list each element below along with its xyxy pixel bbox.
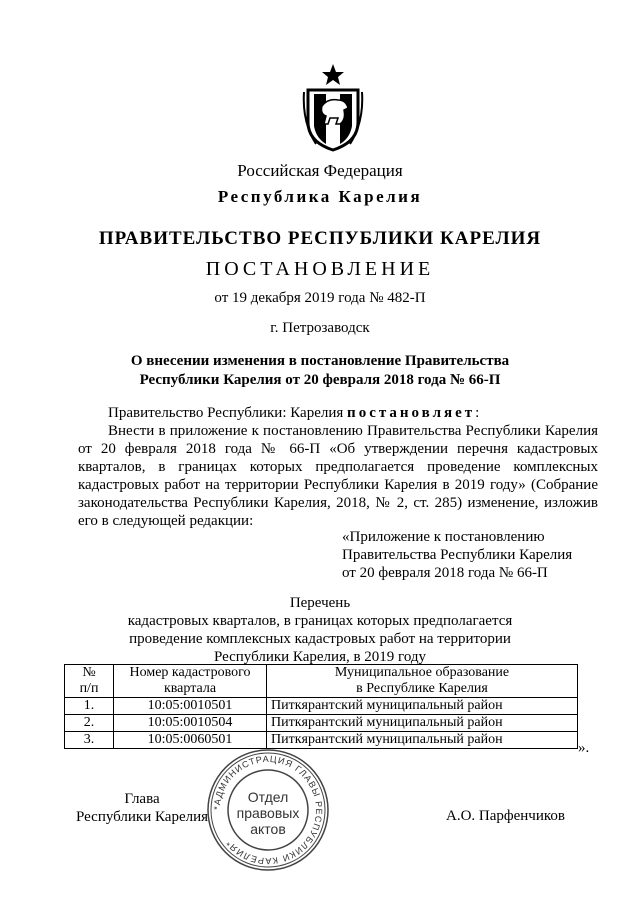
country-name: Российская Федерация [237,161,403,180]
coat-of-arms-icon [302,62,364,152]
list-title [0,594,640,666]
header-number [65,665,114,698]
list-title-line-4: Республики Карелия, в 2019 году [213,649,427,665]
table-header-row [65,665,578,698]
row-municipality: Питкярантский муниципальный район [267,698,578,715]
department-stamp-icon [206,748,330,872]
preamble-suffix: : [475,405,480,421]
header-municipality [267,665,578,698]
row-cadastral: 10:05:0010501 [114,698,267,715]
signatory-title [76,790,208,826]
table-row [65,698,578,715]
preamble-paragraph [78,404,598,422]
header-municipality-line-1: Муниципальное образование [334,665,510,680]
list-title-line-3: проведение комплексных кадастровых работ на территории [129,631,511,647]
row-municipality: Питкярантский муниципальный район [267,715,578,732]
list-title-line-2: кадастровых кварталов, в границах которых предполагается [127,613,513,629]
header-cadastral-line-1: Номер кадастрового [129,665,251,680]
subject-line-1: О внесении изменения в постановление Правительства [130,353,510,369]
signatory-title-line-2: Республики Карелия [76,809,209,825]
signatory-name: А.О. Парфенчиков [446,808,565,824]
row-municipality: Питкярантский муниципальный район [267,732,578,749]
document-date: от 19 декабря 2019 года № 482-П [214,290,426,306]
table-row [65,715,578,732]
appendix-line-3: от 20 февраля 2018 года № 66-П [342,565,548,581]
row-cadastral: 10:05:0010504 [114,715,267,732]
header-number-line-1: № [82,665,96,680]
republic-name: Республика Карелия [217,187,423,206]
table-row [65,732,578,749]
row-number: 2. [65,715,114,732]
stamp-line-1: Отдел [247,789,289,805]
list-title-line-1: Перечень [289,595,351,611]
appendix-line-2: Правительства Республики Карелия [342,547,573,563]
document-subject [0,352,640,390]
header-cadastral-line-2: квартала [163,681,217,696]
header-cadastral [114,665,267,698]
signatory-title-line-1: Глава [124,791,160,807]
main-paragraph: Внести в приложение к постановлению Правительства Республики Карелия от 20 февраля 2018 года № 66-П «Об утверждении перечня кадастровых кварталов, в границах которых предполагается проведение комплексных кадастровых работ на территории Республики Карелия в 2019 году» (Собрание законодательства Республики Карелия, 2018, № 2, ст. 285) изменение, изложив его в следующей редакции: [78,423,598,529]
stamp-ring-text: *АДМИНИСТРАЦИЯ ГЛАВЫ РЕСПУБЛИКИ КАРЕЛИЯ* [211,753,325,867]
header-municipality-line-2: в Республике Карелия [356,681,488,696]
appendix-line-1: «Приложение к постановлению [342,529,545,545]
closing-quote: ». [578,740,590,756]
row-number: 1. [65,698,114,715]
row-cadastral: 10:05:0060501 [114,732,267,749]
subject-line-2: Республики Карелия от 20 февраля 2018 года № 66-П [139,372,501,388]
document-type: ПОСТАНОВЛЕНИЕ [205,258,435,280]
header-number-line-2: п/п [79,681,99,696]
stamp-line-3: актов [250,821,286,837]
cadastral-table [64,664,578,749]
row-number: 3. [65,732,114,749]
stamp-line-2: правовых [236,805,300,821]
preamble-action: постановляет [347,405,476,421]
document-city: г. Петрозаводск [270,320,370,336]
preamble-prefix: Правительство Республики: Карелия [108,405,344,421]
appendix-reference [342,528,572,582]
government-name: ПРАВИТЕЛЬСТВО РЕСПУБЛИКИ КАРЕЛИЯ [98,228,542,249]
